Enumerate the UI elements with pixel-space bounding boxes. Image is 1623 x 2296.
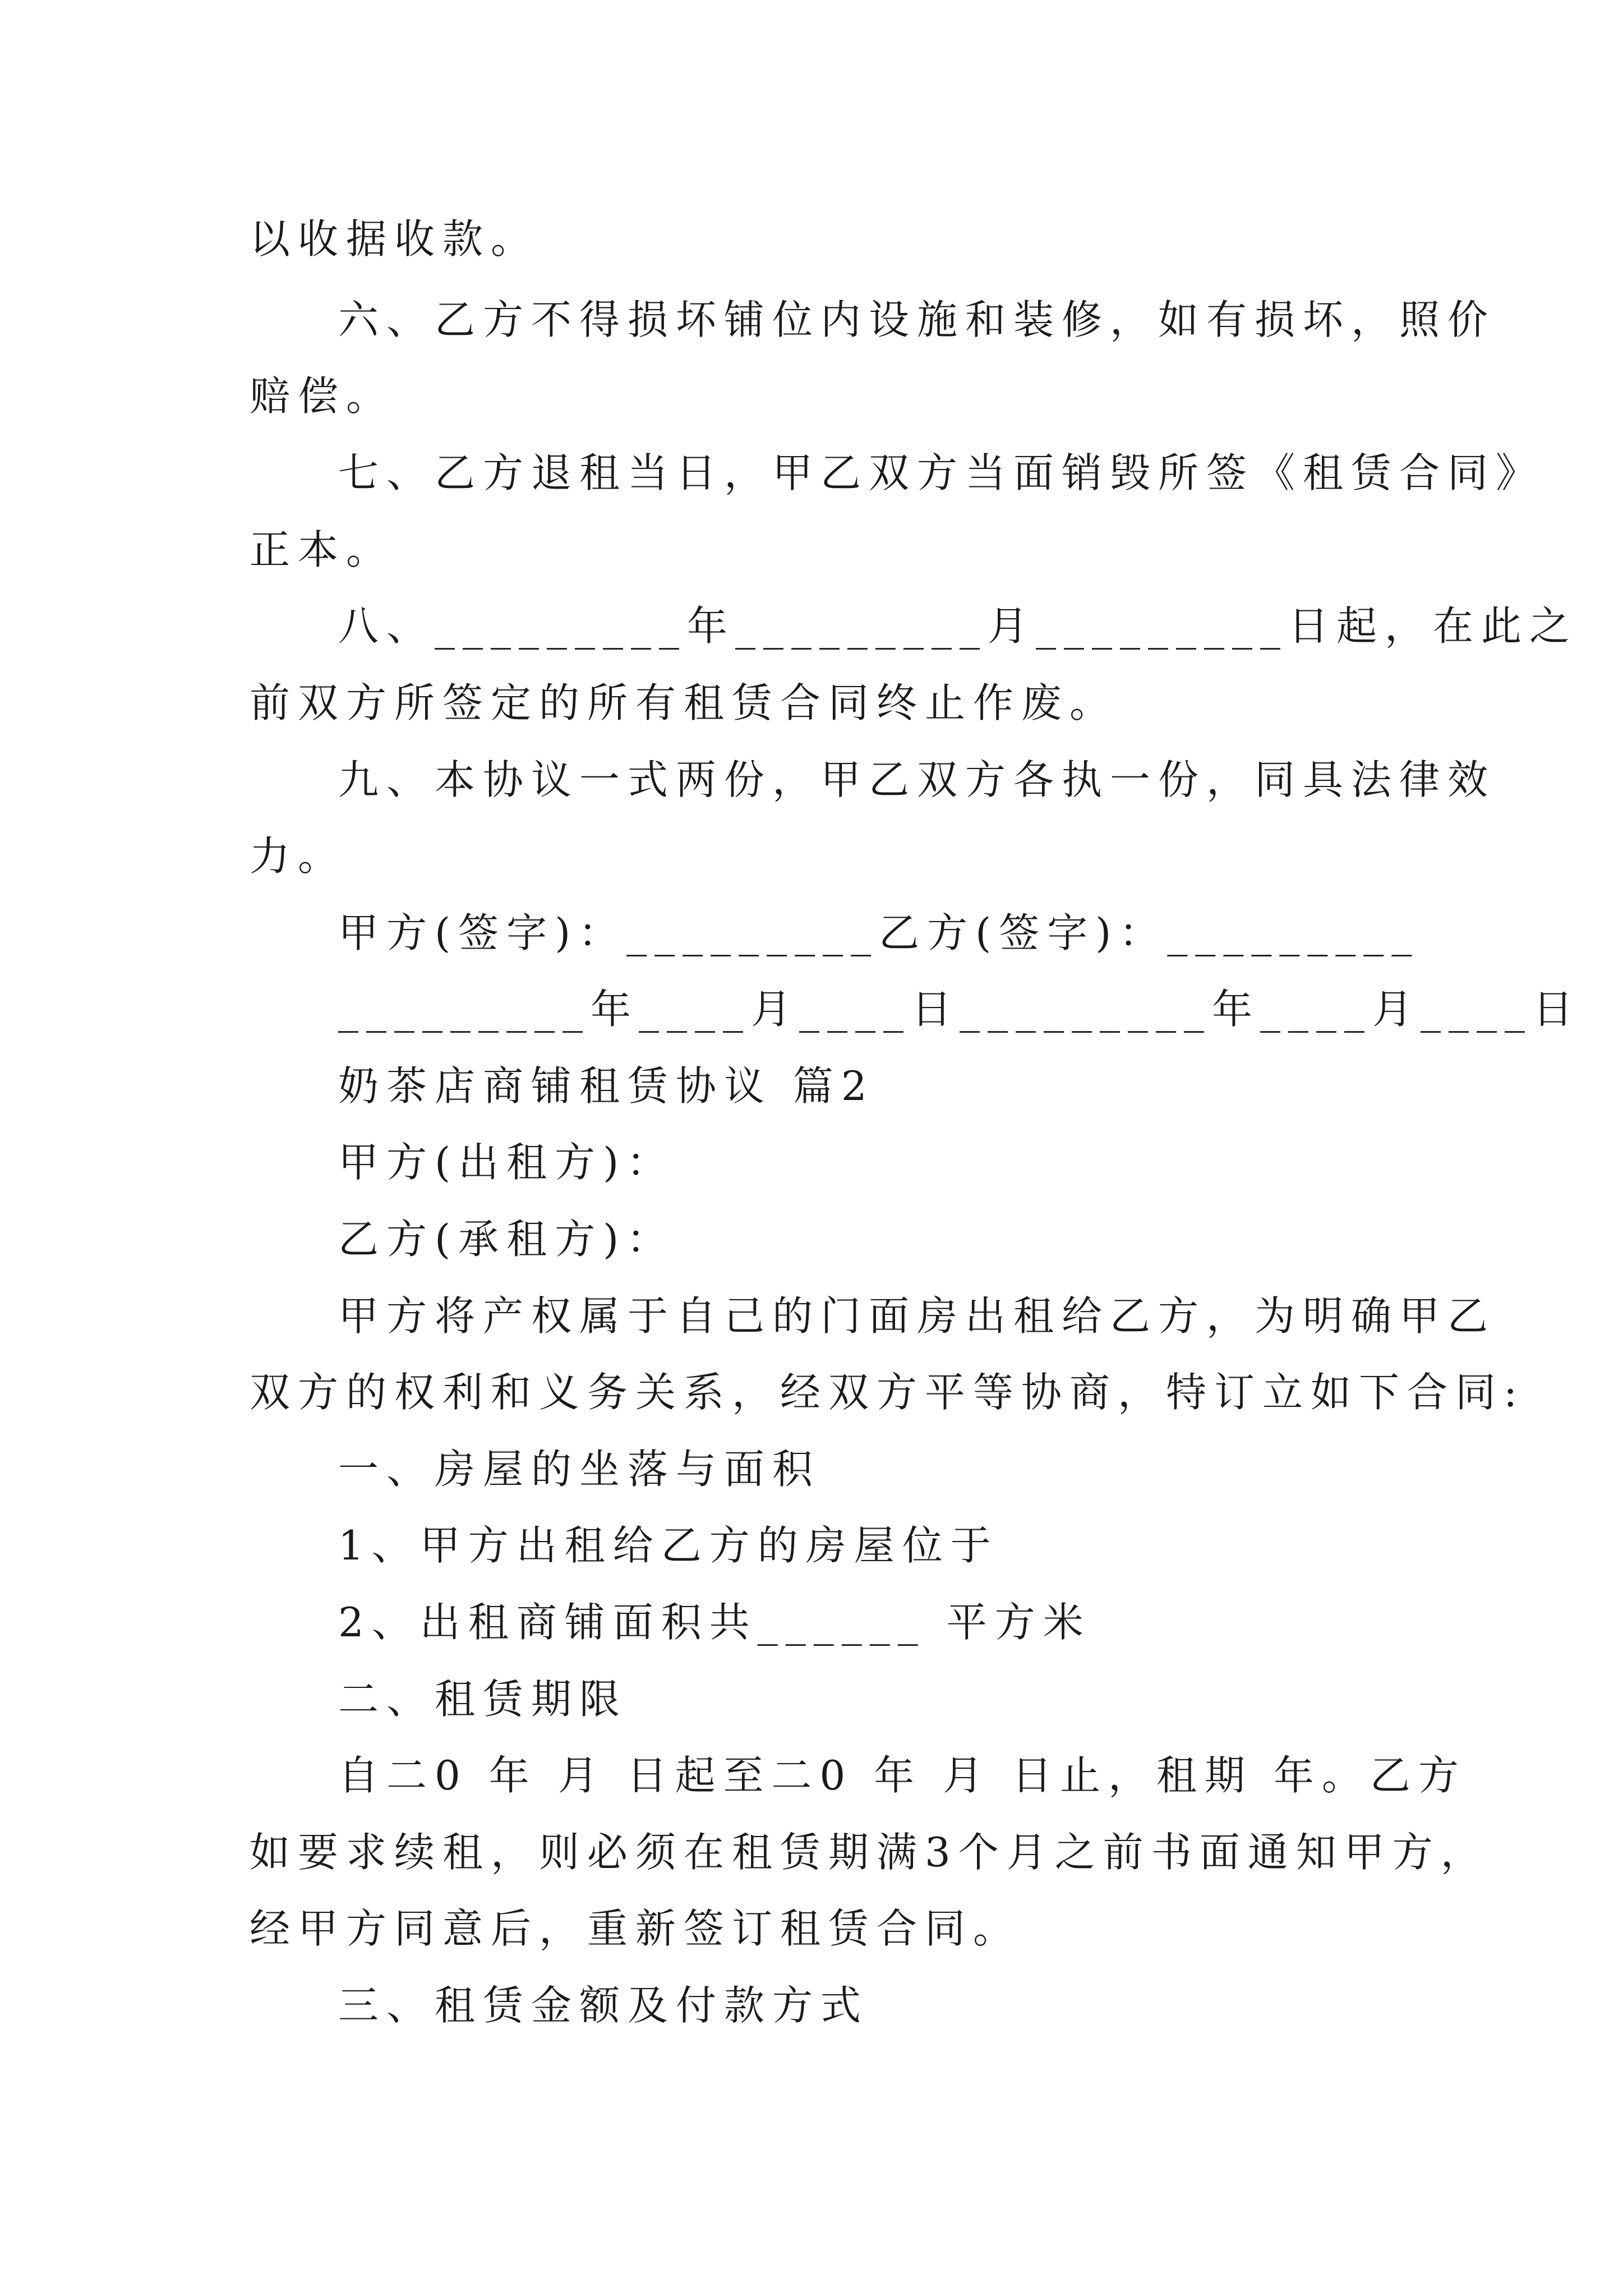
clause-heading: 二、租赁期限	[338, 1676, 628, 1723]
paragraph-line: 八、_________年_________月_________日起，在此之	[338, 602, 1578, 650]
signature-line: 甲方(签字)：_________乙方(签字)：_________	[338, 909, 1420, 956]
paragraph-line: 以收据收款。	[250, 215, 540, 263]
paragraph-line: 前双方所签定的所有租赁合同终止作废。	[250, 679, 1118, 726]
date-line: _________年____月____日_________年____月____日	[338, 986, 1581, 1033]
clause-heading: 一、房屋的坐落与面积	[338, 1446, 821, 1493]
paragraph-line: 自二0 年 月 日起至二0 年 月 日止，租期 年。乙方	[338, 1752, 1467, 1799]
party-a-line: 甲方(出租方)：	[338, 1139, 675, 1186]
paragraph-line: 力。	[250, 832, 347, 880]
party-b-line: 乙方(承租方)：	[338, 1216, 675, 1263]
paragraph-line: 经甲方同意后，重新签订租赁合同。	[250, 1905, 1022, 1952]
paragraph-line: 1、甲方出租给乙方的房屋位于	[338, 1522, 999, 1569]
paragraph-line: 双方的权利和义务关系，经双方平等协商，特订立如下合同:	[250, 1369, 1525, 1416]
section-title: 奶茶店商铺租赁协议 篇2	[338, 1062, 875, 1110]
paragraph-line: 如要求续租，则必须在租赁期满3个月之前书面通知甲方，	[250, 1829, 1489, 1876]
paragraph-line: 赔偿。	[250, 372, 395, 420]
paragraph-line: 九、本协议一式两份，甲乙双方各执一份，同具法律效	[338, 756, 1496, 803]
paragraph-line: 七、乙方退租当日，甲乙双方当面销毁所签《租赁合同》	[338, 449, 1544, 496]
clause-heading: 三、租赁金额及付款方式	[338, 1982, 869, 2029]
paragraph-line: 2、出租商铺面积共______ 平方米	[338, 1599, 1091, 1646]
paragraph-line: 正本。	[250, 526, 395, 573]
paragraph-line: 六、乙方不得损坏铺位内设施和装修，如有损坏，照价	[338, 296, 1496, 343]
paragraph-line: 甲方将产权属于自己的门面房出租给乙方，为明确甲乙	[338, 1292, 1496, 1340]
